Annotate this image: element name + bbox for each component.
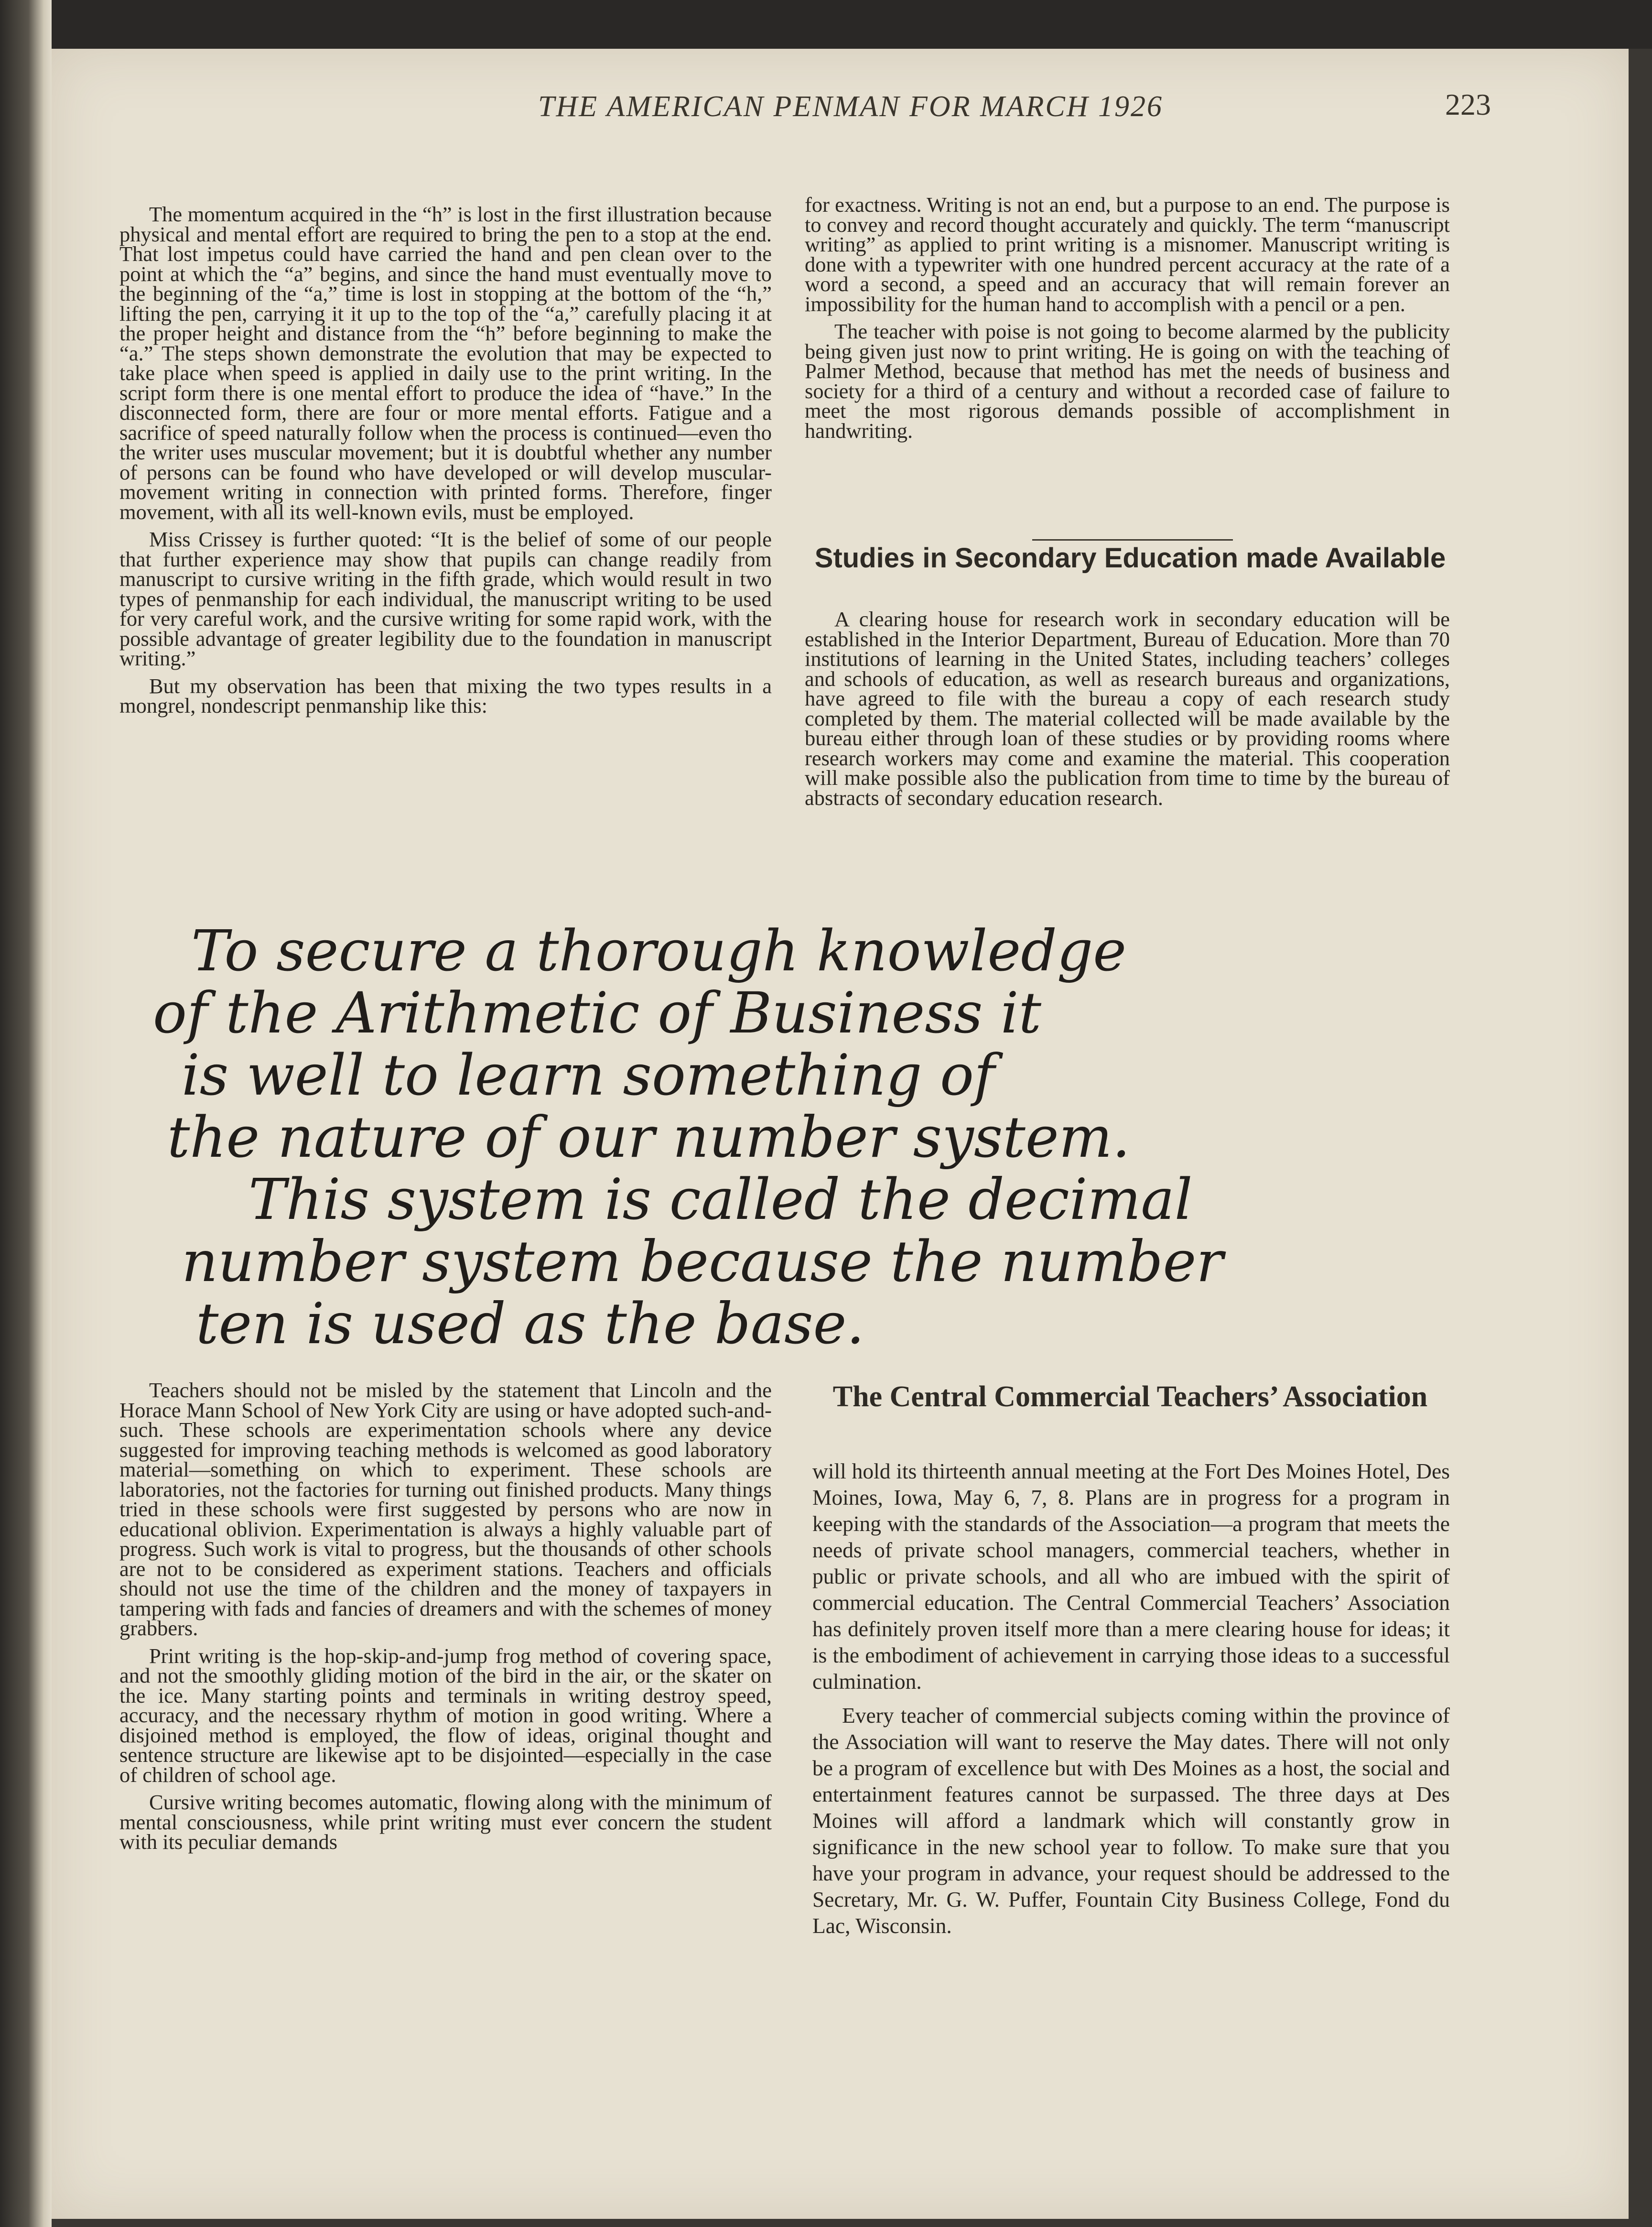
- left-column-bottom: [119, 1380, 772, 1860]
- paragraph: A clearing house for research work in secondary education will be established in the Interior Department, Bureau of Education. More than 70 institutions of learning in the United States, including teachers’ colleges and schools of education, as well as research bureaus and organizations, have agreed to file with the bureau a copy of each research study completed by them. The material collected will be made available by the bureau either through loan of these studies or by providing rooms where research workers may come and examine the material. This cooperation will make possible also the publication from time to time by the bureau of abstracts of secondary education research.: [805, 607, 1450, 810]
- studies-article-body: [805, 609, 1450, 815]
- running-title: THE AMERICAN PENMAN FOR MARCH 1926: [538, 90, 1163, 123]
- left-column-top: [119, 202, 772, 724]
- right-column-top: [805, 195, 1450, 448]
- handwriting-line: number system because the number: [182, 1228, 1223, 1294]
- central-article-body: [812, 1458, 1450, 1946]
- handwriting-line: the nature of our number system.: [167, 1104, 1131, 1170]
- page-number: 223: [1445, 87, 1491, 121]
- handwriting-line: To secure a thorough knowledge: [191, 927, 1127, 984]
- paragraph: for exactness. Writing is not an end, but a purpose to an end. The purpose is to convey and record thought accurately and quickly. The term “manuscript writing” as applied to print writing is a misnomer. Manuscript writing is done with a typewriter with one hundred percent accuracy at the rate of a word a second, a speed and an accuracy that will remain forever an impossibility for the human hand to accomplish with a pencil or a pen.: [805, 193, 1450, 316]
- paragraph: Cursive writing becomes automatic, flowing along with the minimum of mental consciousness, while print writing must ever concern the student with its peculiar demands: [119, 1790, 772, 1854]
- central-article-title: The Central Commercial Teachers’ Association: [832, 1380, 1428, 1413]
- handwriting-line: is well to learn something of: [182, 1042, 995, 1108]
- paragraph: Print writing is the hop-skip-and-jump frog method of covering space, and not the smoothly gliding motion of the bird in the air, or the skater on the ice. Many starting points and terminals in writing destroy speed, accuracy, and the necessary rhythm of motion in good writing. Where a disjoined method is employed, the flow of ideas, original thought and sentence structure are likewise apt to be disjointed—especially in the case of children of school age.: [119, 1643, 772, 1787]
- section-divider: [1032, 539, 1233, 541]
- handwriting-line: This system is called the decimal: [248, 1166, 1193, 1232]
- paragraph: will hold its thirteenth annual meeting at the Fort Des Moines Hotel, Des Moines, Iowa, May 6, 7, 8. Plans are in progress for a program in keeping with the standards of the Association—a program that meets the needs of private school managers, commercial teachers, whether in public or private schools, and all who are imbued with the spirit of commercial education. The Central Commercial Teachers’ Association has definitely proven itself more than a mere clearing house for ideas; it is the embodiment of achievement in carrying those ideas to a successful culmination.: [812, 1459, 1450, 1694]
- paragraph: The momentum acquired in the “h” is lost in the first illustration because physical and mental effort are required to bring the pen to a stop at the end. That lost impetus could have carried the hand and pen clean over to the point at which the “a” begins, and since the hand must eventually move to the beginning of the “a,” time is lost in stopping at the bottom of the “h,” lifting the pen, carrying it it up to the top of the “a,” carefully placing it at the proper height and distance from the “h” before beginning to make the “a.” The steps shown demonstrate the evolution that may be expected to take place when speed is applied in daily use to the print writing. In the script form there is one mental effort to produce the idea of “have.” In the disconnected form, there are four or more mental efforts. Fatigue and a sacrifice of speed naturally follow when the process is continued—even tho the writer uses muscular movement; but it is doubtful whether any number of persons can be found who have developed or will develop muscular-movement writing in connection with printed forms. Therefore, finger movement, with all its well-known evils, must be employed.: [119, 202, 772, 524]
- handwriting-sample: [153, 927, 1453, 1367]
- handwriting-line: ten is used as the base.: [196, 1291, 864, 1357]
- book-binding-shadow: [0, 0, 52, 2227]
- studies-article-title: Studies in Secondary Education made Available: [814, 543, 1446, 574]
- paragraph: Teachers should not be misled by the statement that Lincoln and the Horace Mann School of New York City are using or have adopted such-and-such. These schools are experimentation schools where any device suggested for improving teaching methods is welcomed as good laboratory material—something on which to experiment. These schools are laboratories, not the factories for turning out finished products. Many things tried in these schools were first suggested by persons who are now in educational oblivion. Experimentation is always a highly valuable part of progress. Such work is vital to progress, but the thousands of other schools are not to be considered as experiment stations. Teachers and officials should not use the time of the children and the money of taxpayers in tampering with fads and fancies of dreamers and with the schemes of money grabbers.: [119, 1378, 772, 1640]
- paragraph: Every teacher of commercial subjects coming within the province of the Association will want to reserve the May dates. There will not only be a program of excellence but with Des Moines as a host, the social and entertainment features cannot be surpassed. The three days at Des Moines will afford a landmark which will constantly grow in significance in the new school year to follow. To make sure that you have your program in advance, your request should be addressed to the Secretary, Mr. G. W. Puffer, Fountain City Business College, Fond du Lac, Wisconsin.: [812, 1703, 1450, 1938]
- paragraph: The teacher with poise is not going to become alarmed by the publicity being given just now to print writing. He is going on with the teaching of Palmer Method, because that method has met the needs of business and society for a third of a century and without a recorded case of failure to meet the most rigorous demands possible of accomplishment in handwriting.: [805, 319, 1450, 443]
- paragraph: Miss Crissey is further quoted: “It is the belief of some of our people that further experience may show that pupils can change readily from manuscript to cursive writing in the fifth grade, which would result in two types of penmanship for each individual, the manuscript writing to be used for very careful work, and the cursive writing for some rapid work, with the possible advantage of greater legibility due to the foundation in manuscript writing.”: [119, 527, 772, 670]
- paragraph: But my observation has been that mixing the two types results in a mongrel, nondescript penmanship like this:: [119, 674, 772, 717]
- scan-top-edge: [0, 0, 1652, 49]
- handwriting-line: of the Arithmetic of Business it: [153, 980, 1042, 1046]
